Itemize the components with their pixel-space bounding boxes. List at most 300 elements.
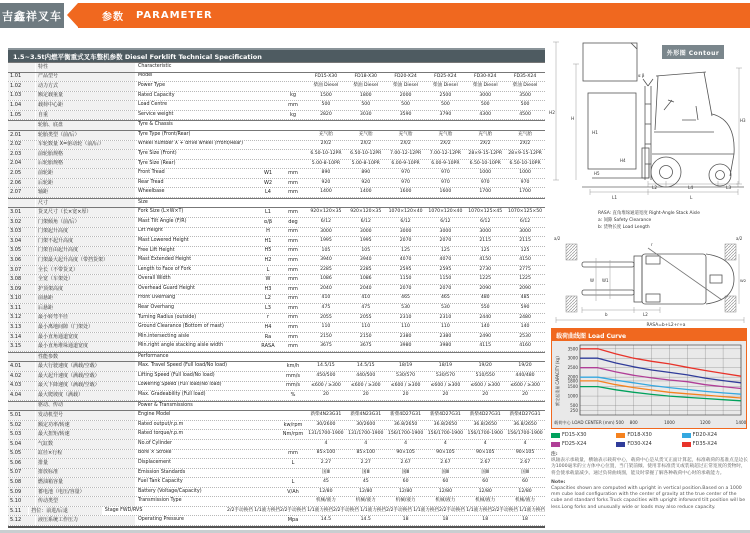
cell-cn: 门架自由起升高度 xyxy=(35,247,135,256)
contour-diagram xyxy=(548,34,748,200)
cell-val: 4 xyxy=(324,440,328,446)
cell-val: 12/80 xyxy=(518,488,532,494)
rasa-formula: RASA=b+L2+r+a xyxy=(646,323,686,328)
cell-val: 3000 xyxy=(320,228,332,234)
cell-val xyxy=(505,353,545,362)
cell-val: 柴油 Diesel xyxy=(393,83,418,89)
cell-sym xyxy=(256,82,280,91)
cell-no: 4.04 xyxy=(8,391,35,400)
cell-no: 3.01 xyxy=(8,208,35,217)
cell-unit: mm xyxy=(288,189,298,196)
cell-unit: mm xyxy=(288,247,298,254)
cell-sym xyxy=(256,516,280,525)
cell-cn: 排量 xyxy=(35,459,135,468)
cell-val: 500 xyxy=(361,102,371,108)
cell-no: 2.04 xyxy=(8,160,35,169)
cell-val: 国Ⅲ xyxy=(441,469,450,475)
forklift-top-view xyxy=(582,248,734,304)
cell-cn: 最小转弯半径 xyxy=(35,314,135,323)
dim-label-l4: L4 xyxy=(688,186,694,191)
cell-unit xyxy=(280,141,306,150)
cell-en: Overall Width xyxy=(138,276,171,282)
cell-val: 2285 xyxy=(359,266,372,272)
cell-cn: 前悬距 xyxy=(35,295,135,304)
spec-row xyxy=(8,372,545,382)
cell-val: 970 xyxy=(441,179,450,185)
cell-val: 柴油 Diesel xyxy=(353,83,379,89)
cell-unit: kg xyxy=(289,92,297,99)
x-tick-label: 800 xyxy=(629,420,638,425)
y-tick-label: 1000 xyxy=(567,393,578,399)
cell-no: 5.07 xyxy=(8,469,35,478)
cell-no: 2.07 xyxy=(8,188,35,197)
cell-en: Wheel number X + drive wheel (Front/Rear) xyxy=(138,141,244,147)
cell-val: 4150 xyxy=(479,257,492,263)
cell-val: 465 xyxy=(401,295,410,301)
spec-row xyxy=(8,459,545,469)
cell-en: Min.intersecting aisle xyxy=(138,333,190,339)
cell-unit: mm xyxy=(288,209,298,216)
cell-no: 2.03 xyxy=(8,150,35,159)
cell-val: 20 xyxy=(442,392,449,398)
cell-val xyxy=(306,402,346,411)
cell-unit: mm xyxy=(288,450,298,457)
cell-val: 新柴4N23G31 xyxy=(310,412,342,418)
spec-row xyxy=(8,237,545,247)
cell-val: 125 xyxy=(520,247,530,253)
cell-unit xyxy=(280,73,306,82)
cell-val: 20 xyxy=(362,392,369,398)
cell-no: 4.02 xyxy=(8,372,35,381)
x-tick-label: 1400 xyxy=(735,420,746,425)
cell-val: 14.5/15 xyxy=(317,363,335,369)
cell-val: 4 xyxy=(364,440,368,446)
cell-unit: kw/rpm xyxy=(283,421,303,428)
cell-val: 3000 xyxy=(479,228,492,234)
cell-val xyxy=(346,199,386,208)
spec-row xyxy=(8,141,545,151)
cell-val xyxy=(386,63,426,72)
x-tick-label: 1200 xyxy=(699,420,711,425)
cell-val: 6.50-10-10PR xyxy=(509,160,541,166)
legend-label: FD30-X24 xyxy=(627,441,652,447)
cell-val: FD20-X24 xyxy=(394,73,417,79)
cell-val: 机械/液力 xyxy=(435,498,456,504)
cell-cn: 后轮胎规格 xyxy=(35,160,135,169)
cell-val: 440/480 xyxy=(515,372,535,378)
cell-unit xyxy=(280,353,306,362)
y-tick-label: 2500 xyxy=(567,365,578,371)
cell-val: 4 xyxy=(523,440,527,446)
cell-sym xyxy=(256,469,280,478)
cell-unit: % xyxy=(290,391,296,398)
cell-val: 4160 xyxy=(519,343,531,349)
cell-val: 2115 xyxy=(479,238,492,244)
cell-val: 156/1700-1900 xyxy=(427,431,464,437)
cell-val: 充气胎 xyxy=(518,131,532,137)
cell-val: 85×100 xyxy=(356,450,375,456)
cell-unit xyxy=(280,63,306,72)
cell-val: 140 xyxy=(520,324,530,330)
cell-cn: 轮胎类型（前/后） xyxy=(35,131,135,140)
cell-val: 6/12 xyxy=(519,218,531,224)
cell-val: 12/80 xyxy=(319,488,333,494)
dim-label-a2-left: a/2 xyxy=(554,236,561,241)
cell-val: 6.00-9-10PR xyxy=(391,160,420,166)
cell-val: 105 xyxy=(361,247,371,253)
cell-val: FD30-X24 xyxy=(474,73,497,79)
y-tick-label: 1800 xyxy=(567,378,578,384)
section-title-en: Characteristic xyxy=(138,63,172,69)
section-title-en: Tyre & Chassis xyxy=(138,122,173,128)
load-curve-svg xyxy=(552,341,746,428)
cell-val: 14.5/15 xyxy=(356,363,375,369)
cell-val: 2480 xyxy=(519,314,531,320)
cell-val: 500 xyxy=(480,102,490,108)
cell-en: Engine Model xyxy=(138,412,171,418)
cell-sym xyxy=(191,507,208,516)
cell-sym xyxy=(256,92,280,101)
spec-row xyxy=(8,323,545,333)
spec-row xyxy=(8,478,545,488)
cell-val: 机械/液力 xyxy=(395,498,416,504)
cell-val: 110 xyxy=(401,324,410,330)
x-axis-label: 载荷中心 LOAD CENTER (mm) 500 xyxy=(554,420,624,425)
cell-val: 156/1700-1900 xyxy=(387,431,424,437)
cell-val: 2530 xyxy=(519,333,531,339)
cell-val: 20 xyxy=(522,392,528,398)
cell-en: Front Tread xyxy=(138,170,165,176)
cell-val: 14.5 xyxy=(360,517,371,523)
cell-sym: H5 xyxy=(264,247,272,254)
legend-label: FD35-X24 xyxy=(692,441,718,447)
cell-no: 4.01 xyxy=(8,362,35,371)
cell-unit: mm xyxy=(288,102,298,109)
cell-val: 14.5 xyxy=(320,517,332,523)
legend-item xyxy=(616,432,681,438)
cell-val xyxy=(505,402,545,411)
cell-unit: km/h xyxy=(286,363,300,370)
cell-no: 5.12 xyxy=(8,516,35,525)
spec-row xyxy=(8,304,545,314)
cell-no: 3.05 xyxy=(8,247,35,256)
cell-sym xyxy=(256,430,280,439)
cell-en: Operating Pressure xyxy=(138,517,184,523)
cell-val: 充气胎 xyxy=(478,131,493,137)
legend-label: FD18-X30 xyxy=(627,432,652,438)
cell-val: 19/20 xyxy=(478,363,492,369)
cell-val: 柴油 Diesel xyxy=(313,83,339,89)
cell-cn: 最大下降速度（满载/空载） xyxy=(35,382,135,391)
section-title-cn: 特性 xyxy=(35,63,135,72)
section-row xyxy=(8,120,545,131)
cell-cn: 产品型号 xyxy=(35,73,135,82)
cell-val: 3000 xyxy=(519,228,531,234)
cell-val: 105 xyxy=(321,247,331,253)
cell-unit: mm xyxy=(288,276,298,283)
cell-val xyxy=(386,353,426,362)
cell-unit: mm xyxy=(288,266,298,273)
cell-no xyxy=(8,353,35,362)
spec-row xyxy=(8,266,545,276)
cell-val: 国Ⅲ xyxy=(401,469,410,475)
cell-val: 1800 xyxy=(359,92,372,98)
cell-en: Fuel Tank Capacity xyxy=(138,479,183,485)
cell-val: 440/500 xyxy=(356,372,376,378)
cell-en: Tyre Size (Front) xyxy=(138,150,177,156)
cell-sym xyxy=(256,402,280,411)
dim-label-h2: H2 xyxy=(549,111,555,116)
cell-sym xyxy=(256,121,280,130)
dim-label-h: H xyxy=(571,117,575,122)
cell-val: 国Ⅲ xyxy=(322,469,330,475)
cell-val: 970 xyxy=(480,179,490,185)
cell-val: 510/550 xyxy=(475,372,495,378)
section-title-cn: 轮胎、底盘 xyxy=(35,121,135,130)
cell-cn: 全长（不带货叉） xyxy=(35,266,135,275)
cell-val xyxy=(306,199,346,208)
cell-no: 1.01 xyxy=(8,73,35,82)
cell-sym xyxy=(256,391,280,400)
cell-no: 5.04 xyxy=(8,440,35,449)
cell-val: FD35-X24 xyxy=(513,73,537,79)
cell-val: 36.8/2650 xyxy=(433,421,458,427)
cell-val xyxy=(505,63,545,72)
cell-val: 500 xyxy=(520,102,530,108)
cell-val: 2115 xyxy=(519,238,531,244)
cell-val: 110 xyxy=(361,324,371,330)
spec-row xyxy=(8,488,545,498)
cell-sym: L1 xyxy=(265,209,271,216)
cell-val xyxy=(465,353,505,362)
cell-val: 3675 xyxy=(320,343,332,349)
cell-unit xyxy=(208,507,227,516)
cell-val xyxy=(465,402,505,411)
spec-row xyxy=(8,295,545,305)
cell-val: 18 xyxy=(522,517,528,523)
cell-val: 4115 xyxy=(479,343,492,349)
cell-val: 机械/液力 xyxy=(515,498,536,504)
dim-label-h3: H3 xyxy=(740,118,746,123)
cell-val: 3000 xyxy=(479,92,492,98)
cell-val: 6/12 xyxy=(320,218,332,224)
cell-val: 90×105 xyxy=(475,450,495,456)
cell-val: 125 xyxy=(480,247,490,253)
cell-sym: L2 xyxy=(265,295,271,302)
cell-sym xyxy=(256,73,280,82)
cell-val: 2X/2 xyxy=(440,141,451,147)
cell-val: 475 xyxy=(321,305,331,311)
cell-val: 2730 xyxy=(479,266,492,272)
legend-swatch xyxy=(616,433,625,438)
cell-unit: mm xyxy=(288,314,298,321)
cell-cn: 最大起升速度（满载/空载） xyxy=(35,372,135,381)
cell-val: 6/12 xyxy=(400,218,411,224)
cell-val: 柴油 Diesel xyxy=(472,83,498,89)
cell-unit xyxy=(280,411,306,420)
cell-val xyxy=(346,402,386,411)
cell-val: 6/12 xyxy=(480,218,491,224)
cell-val: 4500 xyxy=(519,111,531,117)
cell-no: 5.05 xyxy=(8,450,35,459)
cell-val: 1070×125×50 xyxy=(508,209,543,215)
cell-unit: V/Ah xyxy=(287,488,299,495)
cell-val: 1000 xyxy=(479,170,492,176)
cell-val: 90×105 xyxy=(396,450,415,456)
cell-val: 2150 xyxy=(320,333,332,339)
cell-sym xyxy=(256,199,280,208)
cell-val: 28×9-15-12PR xyxy=(468,151,503,157)
cell-no: 2.01 xyxy=(8,131,35,140)
dim-label-b: b xyxy=(605,312,608,317)
spec-row xyxy=(8,450,545,460)
legend-swatch xyxy=(682,433,691,438)
cell-no: 5.03 xyxy=(8,430,35,439)
cell-val: 12/80 xyxy=(359,488,373,494)
cell-val: 110 xyxy=(321,324,331,330)
cell-val: ≤600 / ≥300 xyxy=(470,382,501,388)
cell-en: Battery (Voltage/Capacity) xyxy=(138,488,202,494)
cell-val: 4070 xyxy=(439,257,452,263)
section-row xyxy=(8,352,545,363)
cell-cn: 液压系统工作压力 xyxy=(35,516,135,525)
cell-val: 1070×120×40 xyxy=(428,209,463,215)
cell-unit xyxy=(280,82,306,91)
spec-row xyxy=(8,111,545,121)
cell-sym xyxy=(256,111,280,120)
cell-val: 36.8/2650 xyxy=(513,421,537,427)
cell-sym xyxy=(256,101,280,110)
cell-cn: 最大爬坡度（满载） xyxy=(35,391,135,400)
cell-en: Lift Height xyxy=(138,228,163,234)
cell-val xyxy=(425,63,465,72)
cell-val: ≤600 / ≥300 xyxy=(390,382,421,388)
cell-no: 3.07 xyxy=(8,266,35,275)
legend-item xyxy=(616,441,681,447)
cell-val: 19/20 xyxy=(518,363,532,369)
cell-val: 465 xyxy=(441,295,450,301)
cell-cn: 额定功率/转速 xyxy=(35,421,135,430)
cell-en: Ground Clearance (Bottom of mast) xyxy=(138,324,224,330)
legend xyxy=(551,432,747,447)
header-title-en: PARAMETER xyxy=(136,10,213,21)
legend-item xyxy=(682,432,747,438)
cell-val: 机械/液力 xyxy=(475,498,496,504)
cell-val: 2070 xyxy=(399,238,412,244)
spec-row xyxy=(8,218,545,228)
cell-val: 1400 xyxy=(359,189,372,195)
cell-val: 60 xyxy=(442,479,449,485)
cell-val: 1700 xyxy=(519,189,531,195)
spec-row xyxy=(8,382,545,392)
dim-label-w2: W2 xyxy=(740,278,747,283)
cell-val: 970 xyxy=(441,170,450,176)
section-row xyxy=(8,401,545,412)
cell-val: 36.8/2650 xyxy=(393,421,418,427)
cell-val: FD18-X30 xyxy=(354,73,377,79)
cell-unit: mm xyxy=(288,333,298,340)
spec-row xyxy=(8,150,545,160)
cell-val: 2310 xyxy=(439,314,452,320)
section-row xyxy=(8,62,545,73)
cell-en: Free Lift Height xyxy=(138,247,175,253)
spec-row xyxy=(8,516,545,526)
cell-val: 2150 xyxy=(359,333,372,339)
cell-sym: H4 xyxy=(264,323,272,330)
cell-val: 2380 xyxy=(399,333,412,339)
cell-val: 18/19 xyxy=(438,363,453,369)
cell-sym: W xyxy=(265,276,271,283)
cell-val: 国Ⅲ xyxy=(481,469,490,475)
cell-sym: r xyxy=(266,314,270,321)
cell-val: 2090 xyxy=(519,285,531,291)
cell-val: 4300 xyxy=(479,111,492,117)
legend-item xyxy=(551,432,616,438)
legend-item xyxy=(551,441,616,447)
cell-val: 890 xyxy=(321,170,331,176)
cell-unit xyxy=(280,469,306,478)
cell-cn: 传动类型 xyxy=(35,497,135,506)
cell-val: 4 xyxy=(443,440,447,446)
cell-unit: mm xyxy=(288,323,298,330)
cell-unit: mm xyxy=(288,237,298,244)
cell-val: 2090 xyxy=(479,285,492,291)
topview-note-rasa: RASA: 直角堆垛通道宽度 Right-Angle Stack Aisle xyxy=(598,211,700,216)
cell-no: 2.02 xyxy=(8,141,35,150)
dim-label-w: W xyxy=(590,278,594,283)
cell-no: 1.02 xyxy=(8,82,35,91)
dim-label-l1: L1 xyxy=(612,196,618,200)
cell-cn: 全宽（车架处） xyxy=(35,275,135,284)
cell-unit: Nm/rpm xyxy=(282,431,304,438)
cell-val: 2595 xyxy=(439,266,452,272)
cell-no: 1.04 xyxy=(8,101,35,110)
cell-sym: L xyxy=(266,266,270,273)
cell-val: 500 xyxy=(401,102,410,108)
section-row xyxy=(8,198,545,209)
cell-val: 60 xyxy=(402,479,409,485)
cell-val: 920 xyxy=(321,179,331,185)
cell-no: 1.03 xyxy=(8,92,35,101)
cell-val: 2/2手动换挡 1/1液力换挡 xyxy=(439,507,493,513)
cell-val: 机械/液力 xyxy=(315,498,336,504)
cell-val: 2.67 xyxy=(519,460,531,466)
cell-no: 5.11 xyxy=(8,507,28,516)
cell-unit: mm xyxy=(288,179,298,186)
section-title-en: Size xyxy=(138,199,148,205)
spec-row xyxy=(8,92,545,102)
spec-row xyxy=(8,314,545,324)
cell-val: 28×9-15-12PR xyxy=(508,151,542,157)
spec-row xyxy=(8,333,545,343)
cell-cn: 最小直角堆垛通道宽度 xyxy=(35,342,135,351)
dim-label-w1: W1 xyxy=(602,278,609,283)
spec-row xyxy=(8,440,545,450)
cell-no: 3.03 xyxy=(8,228,35,237)
cell-en: Transmission Type xyxy=(138,498,182,504)
cell-val xyxy=(306,63,346,72)
cell-val: 125 xyxy=(401,247,410,253)
cell-no: 2.06 xyxy=(8,179,35,188)
cell-val: 4150 xyxy=(519,257,531,263)
cell-val: 3980 xyxy=(439,343,452,349)
cell-sym xyxy=(256,160,280,169)
cell-no xyxy=(8,63,35,72)
cell-sym: H2 xyxy=(264,257,272,264)
cell-en: Overhead Guard Height xyxy=(138,285,195,291)
cell-val: 3500 xyxy=(519,92,531,98)
cell-val: 4 xyxy=(404,440,408,446)
